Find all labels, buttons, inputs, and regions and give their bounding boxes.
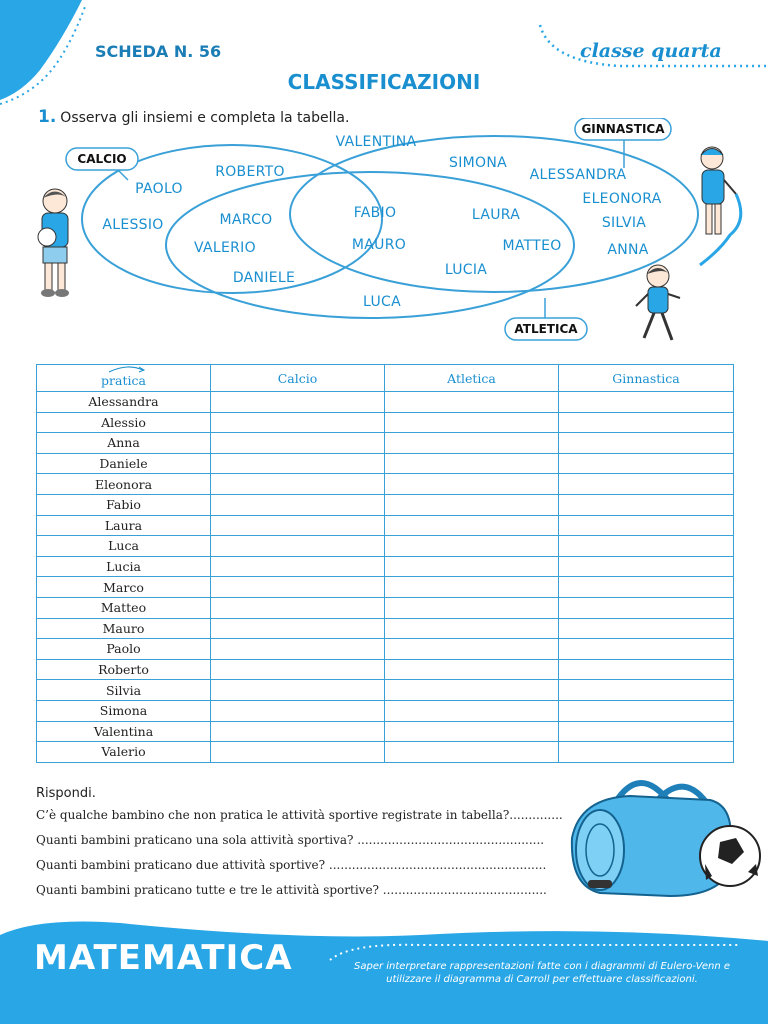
venn-name-fabio: FABIO [353, 205, 397, 221]
question-3: Quanti bambini praticano due attività sportive? ......................................................... [36, 858, 547, 872]
table-row [37, 392, 734, 413]
venn-name-valentina: VALENTINA [335, 134, 417, 150]
answer-cell-calcio[interactable] [211, 556, 385, 577]
answer-cell-ginnastica[interactable] [559, 597, 734, 618]
venn-name-luca: LUCA [363, 294, 401, 310]
venn-name-anna: ANNA [607, 242, 649, 258]
answer-cell-calcio[interactable] [211, 494, 385, 515]
answer-cell-ginnastica[interactable] [559, 680, 734, 701]
venn-name-alessandra: ALESSANDRA [529, 167, 627, 183]
answer-cell-calcio[interactable] [211, 412, 385, 433]
answer-cell-atletica[interactable] [385, 433, 559, 454]
venn-name-lucia: LUCIA [444, 262, 488, 278]
table-row [37, 577, 734, 598]
answer-cell-calcio[interactable] [211, 700, 385, 721]
question-2: Quanti bambini praticano una sola attività sportiva? ................................................. [36, 833, 545, 847]
venn-name-roberto: ROBERTO [215, 164, 285, 180]
table-header-row [37, 365, 734, 392]
question-4: Quanti bambini praticano tutte e tre le attività sportive? ........................................... [36, 883, 547, 897]
answer-cell-atletica[interactable] [385, 453, 559, 474]
answer-cell-ginnastica[interactable] [559, 700, 734, 721]
answer-cell-calcio[interactable] [211, 453, 385, 474]
answer-cell-atletica[interactable] [385, 721, 559, 742]
answer-cell-ginnastica[interactable] [559, 515, 734, 536]
row-name-cell: Matteo [37, 597, 211, 618]
answer-cell-calcio[interactable] [211, 659, 385, 680]
table-row [37, 721, 734, 742]
answer-cell-atletica[interactable] [385, 700, 559, 721]
answer-cell-atletica[interactable] [385, 474, 559, 495]
venn-name-marco: MARCO [219, 212, 273, 228]
table-corner-cell [37, 365, 211, 392]
row-name-cell: Luca [37, 536, 211, 557]
answer-cell-calcio[interactable] [211, 474, 385, 495]
ginnastica-label: GINNASTICA [581, 122, 665, 136]
answer-cell-atletica[interactable] [385, 659, 559, 680]
exercise-text: Osserva gli insiemi e completa la tabella. [60, 110, 350, 126]
answer-cell-atletica[interactable] [385, 597, 559, 618]
answer-cell-ginnastica[interactable] [559, 659, 734, 680]
answer-cell-calcio[interactable] [211, 742, 385, 763]
venn-name-matteo: MATTEO [502, 238, 562, 254]
venn-name-paolo: PAOLO [135, 181, 183, 197]
answer-cell-calcio[interactable] [211, 618, 385, 639]
answer-cell-ginnastica[interactable] [559, 412, 734, 433]
venn-name-eleonora: ELEONORA [582, 191, 662, 207]
answer-cell-atletica[interactable] [385, 680, 559, 701]
table-body [37, 392, 734, 763]
column-header-ginnastica: Ginnastica [559, 365, 734, 392]
answer-cell-calcio[interactable] [211, 433, 385, 454]
row-name-cell: Roberto [37, 659, 211, 680]
answer-cell-ginnastica[interactable] [559, 474, 734, 495]
page-title: CLASSIFICAZIONI [287, 70, 481, 94]
table-row [37, 659, 734, 680]
table-row [37, 618, 734, 639]
table-row [37, 597, 734, 618]
row-name-cell: Marco [37, 577, 211, 598]
answer-cell-ginnastica[interactable] [559, 392, 734, 413]
boy-with-ball-illustration [30, 185, 80, 300]
table-row [37, 536, 734, 557]
sports-bag-illustration [560, 768, 765, 903]
venn-name-mauro: MAURO [351, 237, 407, 253]
row-name-cell: Anna [37, 433, 211, 454]
venn-name-valerio: VALERIO [194, 240, 256, 256]
learning-objective: Saper interpretare rappresentazioni fatte con i diagrammi di Eulero-Venn e utilizzare il diagramma di Carroll per effettuare classificazioni. [354, 961, 730, 985]
answer-cell-calcio[interactable] [211, 515, 385, 536]
subject-brand: MATEMATICA [34, 938, 293, 978]
answer-cell-ginnastica[interactable] [559, 536, 734, 557]
venn-name-alessio: ALESSIO [102, 217, 164, 233]
answer-cell-calcio[interactable] [211, 597, 385, 618]
answer-cell-atletica[interactable] [385, 536, 559, 557]
runner-illustration [628, 262, 688, 347]
answer-cell-atletica[interactable] [385, 618, 559, 639]
column-header-calcio: Calcio [211, 365, 385, 392]
table-row [37, 412, 734, 433]
column-header-atletica: Atletica [385, 365, 559, 392]
answer-cell-calcio[interactable] [211, 536, 385, 557]
venn-name-silvia: SILVIA [601, 215, 647, 231]
scheda-number: SCHEDA N. 56 [95, 42, 222, 61]
row-name-cell: Paolo [37, 639, 211, 660]
row-name-cell: Mauro [37, 618, 211, 639]
table-row [37, 680, 734, 701]
row-name-cell: Daniele [37, 453, 211, 474]
row-name-cell: Laura [37, 515, 211, 536]
answer-cell-ginnastica[interactable] [559, 494, 734, 515]
questions-heading: Rispondi. [36, 786, 96, 801]
table-row [37, 433, 734, 454]
answer-cell-ginnastica[interactable] [559, 577, 734, 598]
venn-name-laura: LAURA [471, 207, 521, 223]
answer-cell-atletica[interactable] [385, 494, 559, 515]
table-row [37, 556, 734, 577]
table-row [37, 494, 734, 515]
answer-cell-atletica[interactable] [385, 742, 559, 763]
answer-cell-ginnastica[interactable] [559, 639, 734, 660]
atletica-label: ATLETICA [514, 322, 578, 336]
answer-cell-atletica[interactable] [385, 515, 559, 536]
answer-cell-calcio[interactable] [211, 721, 385, 742]
gymnast-illustration [690, 140, 750, 270]
answer-cell-ginnastica[interactable] [559, 721, 734, 742]
table-row [37, 474, 734, 495]
answer-cell-ginnastica[interactable] [559, 433, 734, 454]
exercise-number: 1. [38, 107, 57, 127]
table-row [37, 453, 734, 474]
venn-name-simona: SIMONA [449, 155, 507, 171]
classification-table [36, 364, 734, 763]
answer-cell-ginnastica[interactable] [559, 453, 734, 474]
venn-name-daniele: DANIELE [232, 270, 296, 286]
row-name-cell: Fabio [37, 494, 211, 515]
table-row [37, 639, 734, 660]
row-name-cell: Silvia [37, 680, 211, 701]
row-name-cell: Lucia [37, 556, 211, 577]
class-level-label: classe quarta [580, 40, 722, 62]
answer-cell-calcio[interactable] [211, 639, 385, 660]
answer-cell-atletica[interactable] [385, 392, 559, 413]
arrow-icon [107, 365, 147, 373]
answer-cell-calcio[interactable] [211, 577, 385, 598]
table-row [37, 742, 734, 763]
answer-cell-calcio[interactable] [211, 392, 385, 413]
answer-cell-atletica[interactable] [385, 577, 559, 598]
calcio-label: CALCIO [77, 152, 127, 166]
row-name-cell: Valentina [37, 721, 211, 742]
answer-cell-atletica[interactable] [385, 556, 559, 577]
answer-cell-atletica[interactable] [385, 412, 559, 433]
answer-cell-ginnastica[interactable] [559, 618, 734, 639]
answer-cell-calcio[interactable] [211, 680, 385, 701]
table-row [37, 700, 734, 721]
row-name-cell: Alessio [37, 412, 211, 433]
question-1: C’è qualche bambino che non pratica le attività sportive registrate in tabella?.............. [36, 808, 563, 822]
row-name-cell: Eleonora [37, 474, 211, 495]
table-row [37, 515, 734, 536]
questions-section [36, 786, 563, 908]
row-name-cell: Alessandra [37, 392, 211, 413]
answer-cell-ginnastica[interactable] [559, 742, 734, 763]
row-name-cell: Simona [37, 700, 211, 721]
answer-cell-atletica[interactable] [385, 639, 559, 660]
row-name-cell: Valerio [37, 742, 211, 763]
table-corner-label: pratica [101, 372, 146, 388]
answer-cell-ginnastica[interactable] [559, 556, 734, 577]
